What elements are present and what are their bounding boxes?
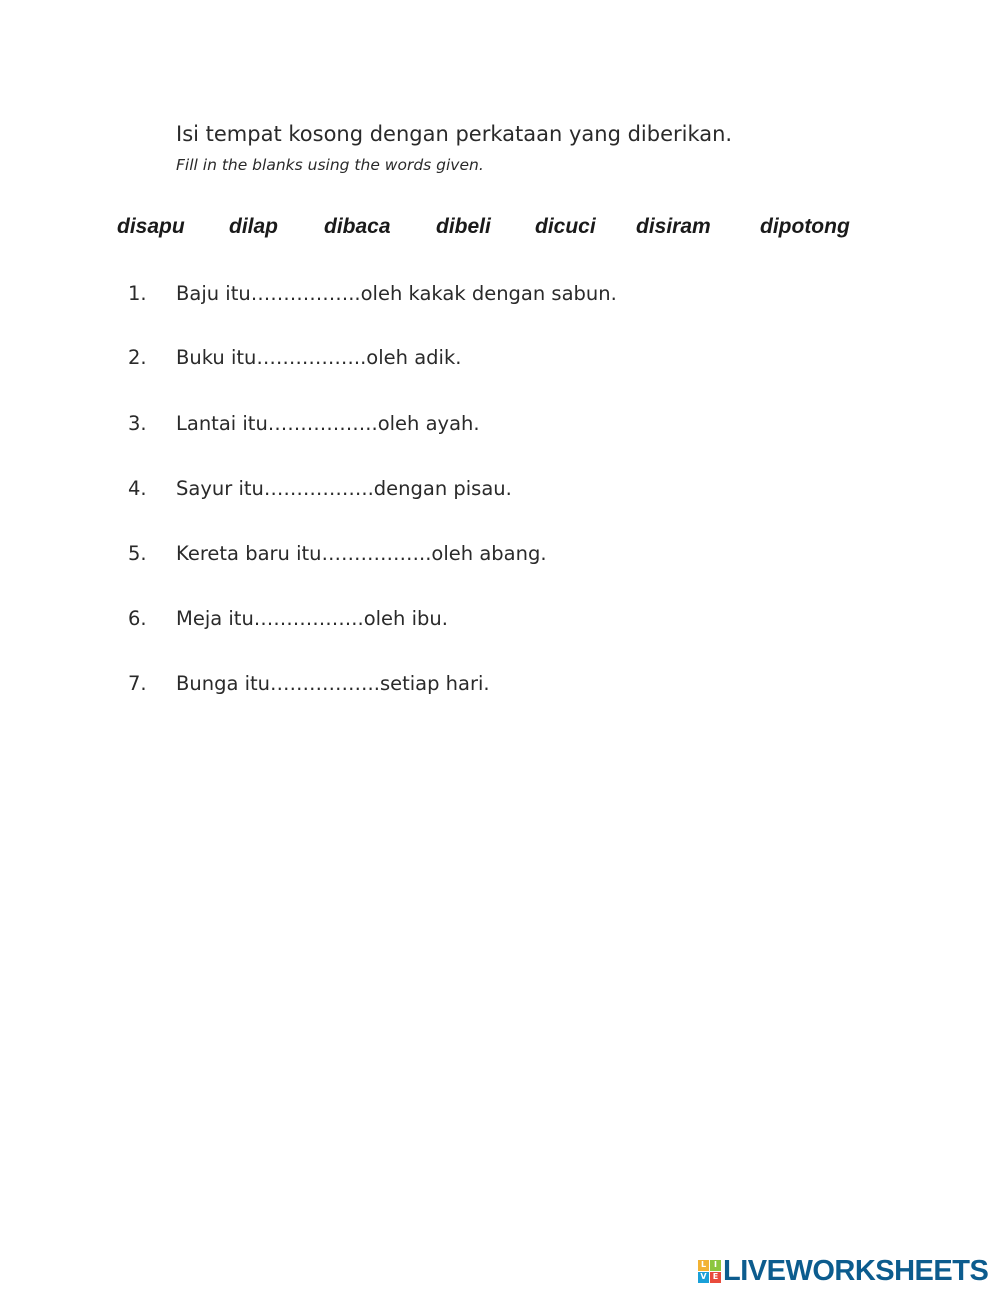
word-bank-item: disapu [117,215,185,238]
question-text: Lantai itu……………..oleh ayah. [176,412,480,435]
question-item [0,604,1000,634]
question-text: Kereta baru itu……………..oleh abang. [176,542,547,565]
liveworksheets-logo[interactable] [698,1255,988,1287]
instruction-malay: Isi tempat kosong dengan perkataan yang diberikan. [176,122,733,146]
instruction-english: Fill in the blanks using the words given. [176,156,484,174]
question-text: Bunga itu……………..setiap hari. [176,672,490,695]
question-item [0,343,1000,373]
word-bank-item: disiram [636,215,711,238]
logo-blocks-icon [698,1260,721,1283]
question-item [0,669,1000,699]
word-bank-item: dicuci [535,215,596,238]
question-item [0,409,1000,439]
question-item [0,474,1000,504]
logo-block: L [698,1260,709,1271]
question-text: Sayur itu……………..dengan pisau. [176,477,512,500]
question-text: Buku itu……………..oleh adik. [176,346,462,369]
word-bank-item: dipotong [760,215,850,238]
question-text: Meja itu……………..oleh ibu. [176,607,448,630]
question-number: 3. [128,412,147,435]
question-number: 4. [128,477,147,500]
logo-block: V [698,1272,709,1283]
logo-text: LIVEWORKSHEETS [723,1255,989,1287]
question-item [0,279,1000,309]
word-bank-item: dibeli [436,215,491,238]
question-number: 6. [128,607,147,630]
question-number: 5. [128,542,147,565]
question-text: Baju itu……………..oleh kakak dengan sabun. [176,282,617,305]
logo-block: I [710,1260,721,1271]
word-bank-item: dibaca [324,215,391,238]
question-number: 2. [128,346,147,369]
logo-block: E [710,1272,721,1283]
question-number: 1. [128,282,147,305]
question-number: 7. [128,672,147,695]
question-item [0,539,1000,569]
word-bank-item: dilap [229,215,279,238]
